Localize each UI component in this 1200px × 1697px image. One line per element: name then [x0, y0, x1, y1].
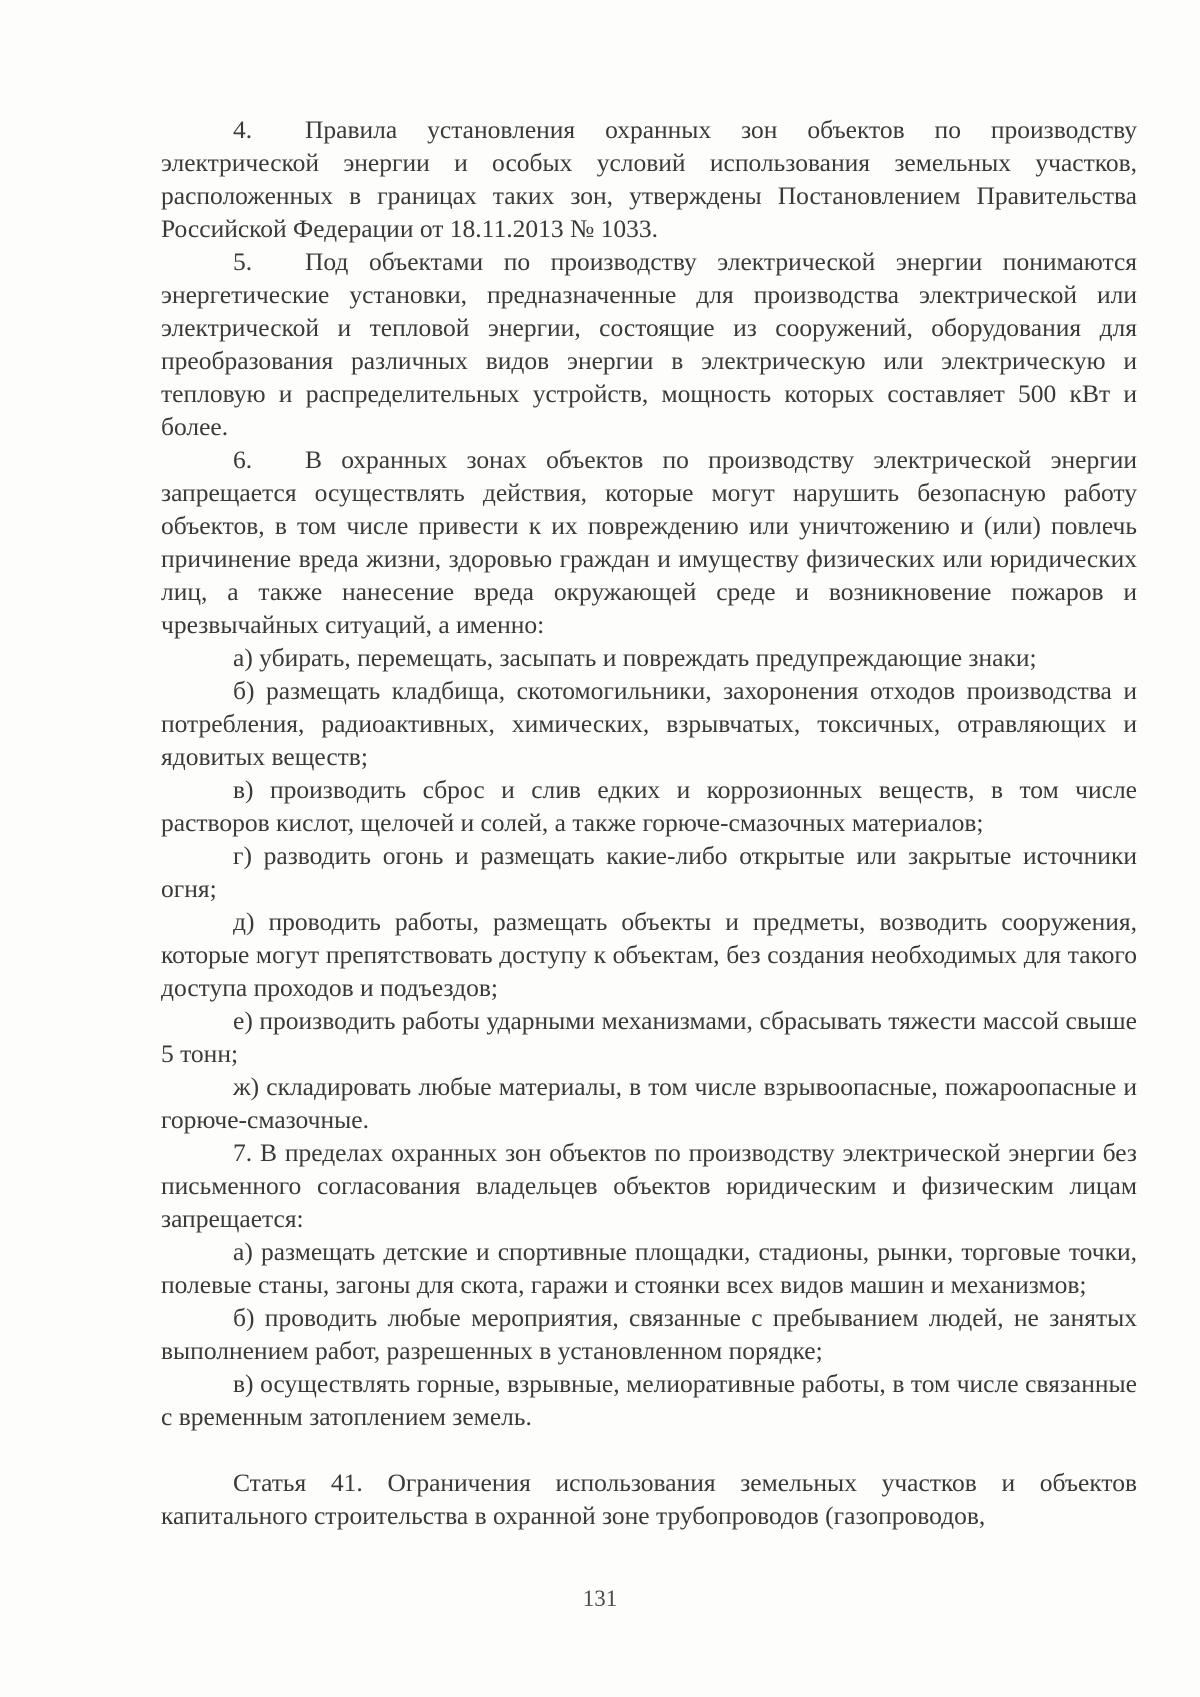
- document-body: [161, 113, 1137, 1532]
- list-item-7a: а) размещать детские и спортивные площадки, стадионы, рынки, торговые точки, полевые станы, загоны для скота, гаражи и стоянки всех видов машин и механизмов;: [161, 1237, 1137, 1299]
- paragraph-text: В охранных зонах объектов по производству электрической энергии запрещается осуществлять действия, которые могут нарушить безопасную работу объектов, в том числе привести к их повреждению или уничтожению и (или) повлечь причинение вреда жизни, здоровью граждан и имуществу физических или юридических лиц, а также нанесение вреда окружающей среде и возникновение пожаров и чрезвычайных ситуаций, а именно:: [161, 445, 1137, 639]
- list-item-6v: в) производить сброс и слив едких и коррозионных веществ, в том числе растворов кислот, щелочей и солей, а также горюче-смазочных материалов;: [161, 775, 1137, 837]
- list-item-7v: в) осуществлять горные, взрывные, мелиоративные работы, в том числе связанные с временным затоплением земель.: [161, 1369, 1137, 1431]
- paragraph-number: 5.: [233, 247, 253, 276]
- list-item-7b: б) проводить любые мероприятия, связанные с пребыванием людей, не занятых выполнением работ, разрешенных в установленном порядке;: [161, 1303, 1137, 1365]
- list-item-6a: а) убирать, перемещать, засыпать и повреждать предупреждающие знаки;: [233, 643, 1037, 672]
- paragraph-number: 6.: [233, 445, 253, 474]
- list-item-6e: е) производить работы ударными механизмами, сбрасывать тяжести массой свыше 5 тонн;: [161, 1006, 1137, 1068]
- paragraph-text: Под объектами по производству электрической энергии понимаются энергетические установки, предназначенные для производства электрической или электрической и тепловой энергии, состоящие из сооружений, оборудования для преобразования различных видов энергии в электрическую или электрическую и тепловую и распределительных устройств, мощность которых составляет 500 кВт и более.: [161, 247, 1137, 441]
- paragraph-text: Правила установления охранных зон объектов по производству электрической энергии и особых условий использования земельных участков, расположенных в границах таких зон, утверждены Постановлением Правительства Российской Федерации от 18.11.2013 № 1033.: [161, 115, 1137, 243]
- paragraph-5: [161, 245, 1137, 443]
- paragraph-4: [161, 113, 1137, 245]
- list-item-6b: б) размещать кладбища, скотомогильники, захоронения отходов производства и потребления, радиоактивных, химических, взрывчатых, токсичных, отравляющих и ядовитых веществ;: [161, 676, 1137, 771]
- paragraph-7: 7. В пределах охранных зон объектов по производству электрической энергии без письменного согласования владельцев объектов юридическим и физическим лицам запрещается:: [161, 1138, 1137, 1233]
- article-heading: Статья 41. Ограничения использования земельных участков и объектов капитального строительства в охранной зоне трубопроводов (газопроводов,: [161, 1468, 1137, 1530]
- paragraph-number: 4.: [233, 115, 253, 144]
- list-item-6g: г) разводить огонь и размещать какие-либо открытые или закрытые источники огня;: [161, 841, 1137, 903]
- paragraph-6: [161, 443, 1137, 641]
- list-item-6d: д) проводить работы, размещать объекты и предметы, возводить сооружения, которые могут препятствовать доступу к объектам, без создания необходимых для такого доступа проходов и подъездов;: [161, 907, 1137, 1002]
- page-number: 131: [582, 1586, 618, 1611]
- list-item-6zh: ж) складировать любые материалы, в том числе взрывоопасные, пожароопасные и горюче-смазочные.: [161, 1072, 1137, 1134]
